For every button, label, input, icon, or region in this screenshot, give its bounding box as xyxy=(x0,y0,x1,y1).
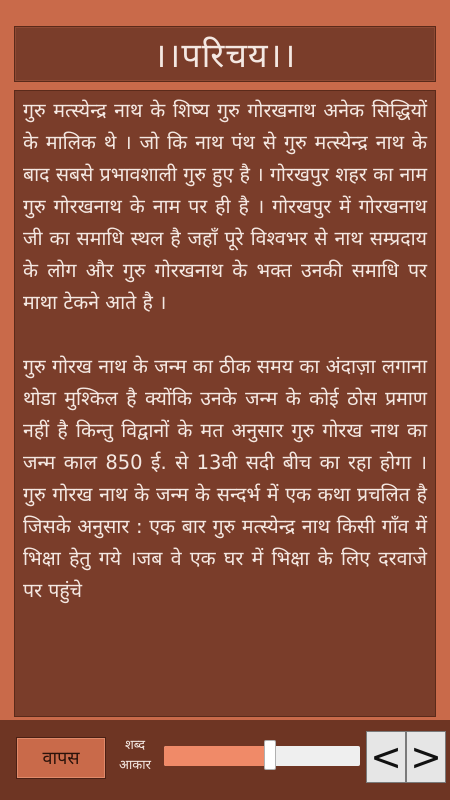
content-text xyxy=(15,91,435,607)
slider-thumb[interactable] xyxy=(264,740,276,770)
bottom-toolbar xyxy=(0,720,450,800)
content-paragraph: गुरु गोरख नाथ के जन्म का ठीक समय का अंदाज़ा लगाना थोडा मुश्किल है क्योंकि उनके जन्म के कोई ठोस प्रमाण नहीं है किन्तु विद्वानों के मत अनुसार गुरु गोरख नाथ का जन्म काल 850 ई. से 13वी सदी बीच का रहा होगा । गुरु गोरख नाथ के जन्म के सन्दर्भ में एक कथा प्रचलित है जिसके अनुसार : एक बार गुरु मत्स्येन्द्र नाथ किसी गाँव में भिक्षा हेतु गये ।जब वे एक घर में भिक्षा के लिए दरवाजे पर पहुंचे xyxy=(23,355,427,602)
previous-button[interactable]: < xyxy=(366,731,406,783)
page-title-box xyxy=(14,26,436,82)
content-scroll-area[interactable] xyxy=(14,90,436,717)
slider-fill xyxy=(164,746,270,766)
font-size-slider[interactable] xyxy=(164,746,360,766)
content-paragraph: गुरु मत्स्येन्द्र नाथ के शिष्य गुरु गोरखनाथ अनेक सिद्धियों के मालिक थे । जो कि नाथ पंथ से गुरु मत्स्येन्द्र नाथ के बाद सबसे प्रभावशाली गुरु हुए है । गोरखपुर शहर का नाम गुरु गोरखनाथ के नाम पर ही है । गोरखपुर में गोरखनाथ जी का समाधि स्थल है जहाँ पूरे विश्वभर से नाथ सम्प्रदाय के लोग और गुरु गोरखनाथ के भक्त उनकी समाधि पर माथा टेकने आते है । xyxy=(23,99,427,314)
next-button[interactable]: > xyxy=(406,731,446,783)
back-button[interactable]: वापस xyxy=(16,737,106,779)
font-size-label: शब्द आकार xyxy=(119,738,151,773)
page-title: ।।परिचय।। xyxy=(153,36,297,76)
